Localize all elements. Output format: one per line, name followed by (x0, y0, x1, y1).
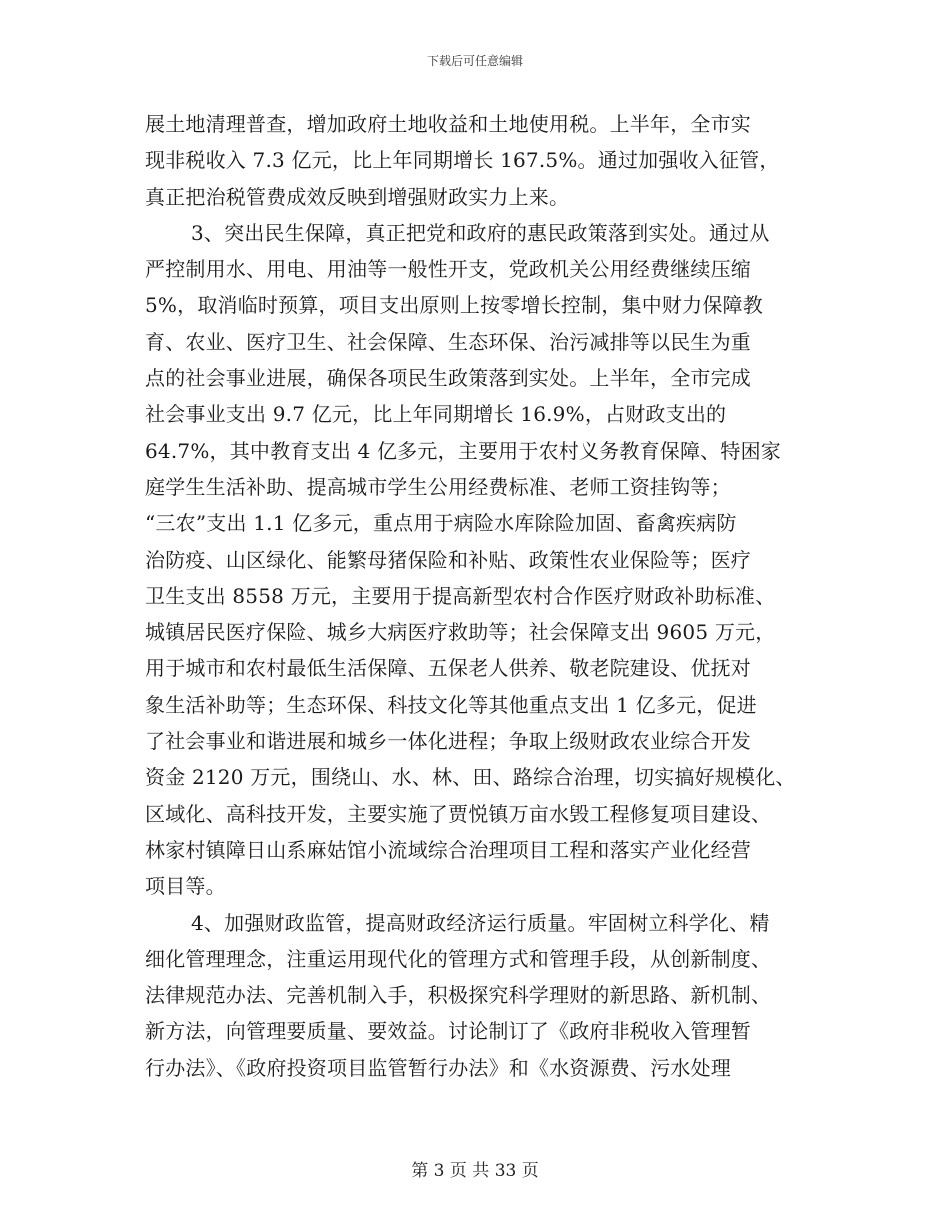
text-line: 3、突出民生保障，真正把党和政府的惠民政策落到实处。通过从 (191, 220, 770, 245)
paragraph-2 (145, 215, 815, 905)
text-line: 庭学生生活补助、提高城市学生公用经费标准、老师工资挂钩等； (145, 474, 731, 499)
text-line: “三农”支出 1.1 亿多元，重点用于病险水库除险加固、畜禽疾病防 (145, 511, 737, 536)
text-line: 象生活补助等；生态环保、科技文化等其他重点支出 1 亿多元，促进 (145, 692, 757, 717)
text-line: 治防疫、山区绿化、能繁母猪保险和补贴、政策性农业保险等；医疗 (145, 547, 751, 572)
text-line: 社会事业支出 9.7 亿元，比上年同期增长 16.9%，占财政支出的 (145, 402, 727, 427)
paragraph-3 (145, 905, 815, 1086)
text-line: 点的社会事业进展，确保各项民生政策落到实处。上半年，全市完成 (145, 366, 751, 391)
text-line: 64.7%，其中教育支出 4 亿多元，主要用于农村义务教育保障、特困家 (145, 438, 781, 463)
text-line: 5%，取消临时预算，项目支出原则上按零增长控制，集中财力保障教 (145, 293, 763, 318)
text-line: 用于城市和农村最低生活保障、五保老人供养、敬老院建设、优抚对 (145, 656, 751, 681)
text-line: 真正把治税管费成效反映到增强财政实力上来。 (145, 184, 570, 209)
document-body (145, 106, 815, 1086)
text-line: 了社会事业和谐进展和城乡一体化进程；争取上级财政农业综合开发 (145, 729, 751, 754)
text-line: 城镇居民医疗保险、城乡大病医疗救助等；社会保障支出 9605 万元， (145, 620, 776, 645)
text-line: 行办法》、《政府投资项目监管暂行办法》和《水资源费、污水处理 (145, 1055, 731, 1080)
text-line: 严控制用水、用电、用油等一般性开支，党政机关公用经费继续压缩 (145, 257, 751, 282)
text-line: 展土地清理普查，增加政府土地收益和土地使用税。上半年，全市实 (145, 112, 751, 136)
text-line: 新方法，向管理要质量、要效益。讨论制订了《政府非税收入管理暂 (145, 1019, 751, 1044)
page-number-footer: 第 3 页 共 33 页 (411, 1161, 539, 1181)
text-line: 细化管理理念，注重运用现代化的管理方式和管理手段，从创新制度、 (145, 946, 772, 971)
text-line: 资金 2120 万元，围绕山、水、林、田、路综合治理，切实搞好规模化、 (145, 765, 796, 790)
paragraph-1 (145, 106, 815, 215)
text-line: 育、农业、医疗卫生、社会保障、生态环保、治污减排等以民生为重 (145, 329, 751, 354)
text-line: 卫生支出 8558 万元，主要用于提高新型农村合作医疗财政补助标准、 (145, 583, 776, 608)
text-line: 现非税收入 7.3 亿元，比上年同期增长 167.5%。通过加强收入征管， (145, 148, 780, 173)
text-line: 项目等。 (145, 874, 226, 899)
text-line: 林家村镇障日山系麻姑馆小流域综合治理项目工程和落实产业化经营 (145, 837, 751, 862)
text-line: 4、加强财政监管，提高财政经济运行质量。牢固树立科学化、精 (191, 910, 770, 935)
text-line: 区域化、高科技开发，主要实施了贾悦镇万亩水毁工程修复项目建设、 (145, 801, 772, 826)
page-header: 下载后可任意编辑 (426, 54, 523, 68)
text-line: 法律规范办法、完善机制入手，积极探究科学理财的新思路、新机制、 (145, 983, 772, 1008)
